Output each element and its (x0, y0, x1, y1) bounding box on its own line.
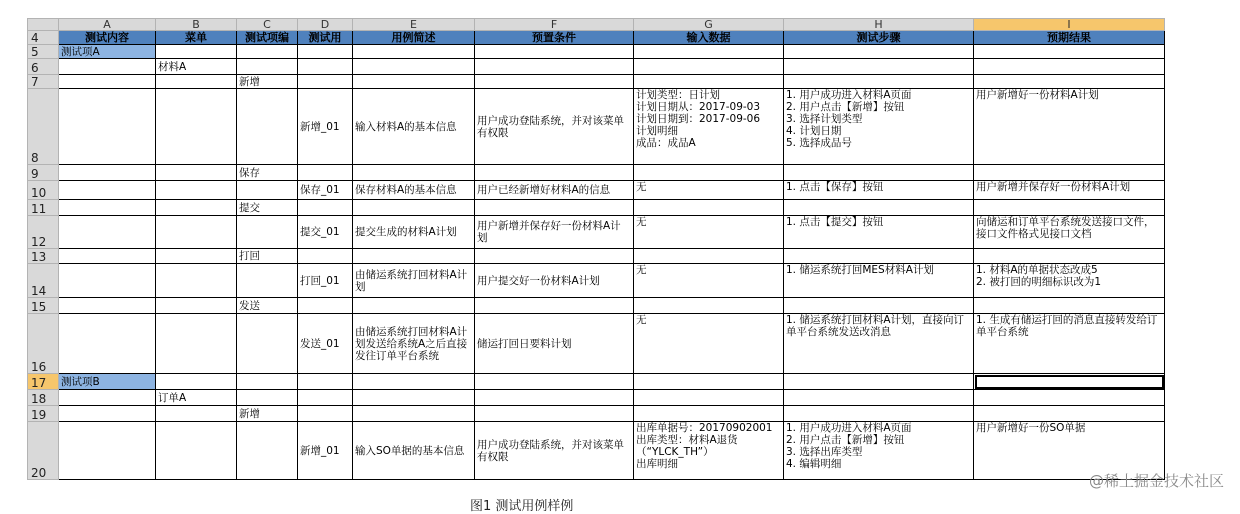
table-row (28, 249, 1165, 264)
cell-a19[interactable] (59, 406, 156, 422)
header-cell[interactable]: 输入数据 (634, 31, 784, 45)
row-number[interactable]: 12 (28, 216, 59, 249)
cell-e13[interactable] (353, 249, 475, 264)
cell-f9[interactable] (475, 165, 634, 181)
column-header-row (28, 19, 1165, 31)
cell-d12[interactable]: 提交_01 (298, 216, 353, 249)
cell-a5[interactable]: 测试项A (59, 45, 156, 59)
row-number[interactable]: 4 (28, 31, 59, 45)
cell-b19[interactable] (156, 406, 237, 422)
cell-d13[interactable] (298, 249, 353, 264)
cell-h20[interactable]: 1. 用户成功进入材料A页面 2. 用户点击【新增】按钮 3. 选择出库类型 4. 编辑明细 (784, 422, 974, 480)
cell-i16[interactable]: 1. 生成有储运打回的消息直接转发给订单平台系统 (974, 314, 1165, 374)
column-header-h[interactable]: H (784, 19, 974, 31)
cell-b10[interactable] (156, 181, 237, 200)
table-row (28, 314, 1165, 374)
cell-g10[interactable]: 无 (634, 181, 784, 200)
spreadsheet-grid (27, 18, 1165, 480)
column-header-i[interactable]: I (974, 19, 1165, 31)
header-cell[interactable]: 测试用 (298, 31, 353, 45)
cell-e10[interactable]: 保存材料A的基本信息 (353, 181, 475, 200)
row-number[interactable]: 10 (28, 181, 59, 200)
cell-d18[interactable] (298, 390, 353, 406)
cell-g11[interactable] (634, 200, 784, 216)
cell-f11[interactable] (475, 200, 634, 216)
table-row (28, 374, 1165, 390)
cell-i12[interactable]: 向储运和订单平台系统发送接口文件，接口文件格式见接口文档 (974, 216, 1165, 249)
cell-f13[interactable] (475, 249, 634, 264)
cell-h9[interactable] (784, 165, 974, 181)
cell-b14[interactable] (156, 264, 237, 298)
cell-h17[interactable] (784, 374, 974, 390)
header-cell[interactable]: 测试步骤 (784, 31, 974, 45)
table-row (28, 390, 1165, 406)
cell-d5[interactable] (298, 45, 353, 59)
cell-f20[interactable]: 用户成功登陆系统，并对该菜单有权限 (475, 422, 634, 480)
column-header-e[interactable]: E (353, 19, 475, 31)
watermark: @稀土掘金技术社区 (1088, 472, 1224, 490)
cell-b5[interactable] (156, 45, 237, 59)
cell-c20[interactable] (237, 422, 298, 480)
table-row (28, 59, 1165, 75)
cell-f12[interactable]: 用户新增并保存好一份材料A计划 (475, 216, 634, 249)
table-row (28, 264, 1165, 298)
cell-e19[interactable] (353, 406, 475, 422)
cell-g20[interactable]: 出库单据号：20170902001 出库类型：材料A退货（“YLCK_TH”） 出库明细 (634, 422, 784, 480)
cell-c9[interactable]: 保存 (237, 165, 298, 181)
cell-c7[interactable]: 新增 (237, 75, 298, 89)
cell-g9[interactable] (634, 165, 784, 181)
cell-e18[interactable] (353, 390, 475, 406)
row-number[interactable]: 20 (28, 422, 59, 480)
cell-a20[interactable] (59, 422, 156, 480)
cell-e8[interactable]: 输入材料A的基本信息 (353, 89, 475, 165)
cell-d11[interactable] (298, 200, 353, 216)
cell-c10[interactable] (237, 181, 298, 200)
cell-h5[interactable] (784, 45, 974, 59)
cell-f17[interactable] (475, 374, 634, 390)
column-header-d[interactable]: D (298, 19, 353, 31)
cell-a10[interactable] (59, 181, 156, 200)
cell-e12[interactable]: 提交生成的材料A计划 (353, 216, 475, 249)
cell-a17[interactable]: 测试项B (59, 374, 156, 390)
cell-f5[interactable] (475, 45, 634, 59)
cell-h6[interactable] (784, 59, 974, 75)
table-row (28, 75, 1165, 89)
cell-e15[interactable] (353, 298, 475, 314)
cell-c8[interactable] (237, 89, 298, 165)
cell-i13[interactable] (974, 249, 1165, 264)
cell-g5[interactable] (634, 45, 784, 59)
cell-e11[interactable] (353, 200, 475, 216)
figure-caption: 图1 测试用例样例 (470, 499, 574, 514)
cell-d10[interactable]: 保存_01 (298, 181, 353, 200)
cell-c11[interactable]: 提交 (237, 200, 298, 216)
header-cell[interactable]: 测试项编 (237, 31, 298, 45)
cell-a18[interactable] (59, 390, 156, 406)
cell-c5[interactable] (237, 45, 298, 59)
cell-b8[interactable] (156, 89, 237, 165)
cell-g8[interactable]: 计划类型：日计划 计划日期从：2017-09-03 计划日期到：2017-09-06 计划明细 成品：成品A (634, 89, 784, 165)
cell-d7[interactable] (298, 75, 353, 89)
table-row (28, 406, 1165, 422)
cell-h10[interactable]: 1. 点击【保存】按钮 (784, 181, 974, 200)
cell-e7[interactable] (353, 75, 475, 89)
cell-g15[interactable] (634, 298, 784, 314)
cell-b20[interactable] (156, 422, 237, 480)
cell-b12[interactable] (156, 216, 237, 249)
cell-i20[interactable]: 用户新增好一份SO单据 (974, 422, 1165, 480)
cell-b9[interactable] (156, 165, 237, 181)
cell-f10[interactable]: 用户已经新增好材料A的信息 (475, 181, 634, 200)
row-number[interactable]: 15 (28, 298, 59, 314)
cell-d20[interactable]: 新增_01 (298, 422, 353, 480)
cell-c18[interactable] (237, 390, 298, 406)
cell-f7[interactable] (475, 75, 634, 89)
cell-i7[interactable] (974, 75, 1165, 89)
cell-f18[interactable] (475, 390, 634, 406)
cell-d8[interactable]: 新增_01 (298, 89, 353, 165)
cell-d9[interactable] (298, 165, 353, 181)
cell-h11[interactable] (784, 200, 974, 216)
table-row (28, 298, 1165, 314)
row-number[interactable]: 19 (28, 406, 59, 422)
cell-c6[interactable] (237, 59, 298, 75)
header-cell[interactable]: 菜单 (156, 31, 237, 45)
cell-c14[interactable] (237, 264, 298, 298)
row-number[interactable]: 14 (28, 264, 59, 298)
cell-a12[interactable] (59, 216, 156, 249)
table-row (28, 181, 1165, 200)
cell-d19[interactable] (298, 406, 353, 422)
header-cell[interactable]: 预置条件 (475, 31, 634, 45)
row-number[interactable]: 5 (28, 45, 59, 59)
cell-g7[interactable] (634, 75, 784, 89)
cell-d14[interactable]: 打回_01 (298, 264, 353, 298)
row-number[interactable]: 13 (28, 249, 59, 264)
header-cell[interactable]: 用例简述 (353, 31, 475, 45)
cell-e9[interactable] (353, 165, 475, 181)
column-header-a[interactable]: A (59, 19, 156, 31)
cell-g12[interactable]: 无 (634, 216, 784, 249)
cell-i19[interactable] (974, 406, 1165, 422)
cell-i6[interactable] (974, 59, 1165, 75)
cell-g13[interactable] (634, 249, 784, 264)
cell-h13[interactable] (784, 249, 974, 264)
cell-h16[interactable]: 1. 储运系统打回材料A计划，直接向订单平台系统发送改消息 (784, 314, 974, 374)
row-number[interactable]: 11 (28, 200, 59, 216)
cell-c13[interactable]: 打回 (237, 249, 298, 264)
table-header-row (28, 31, 1165, 45)
cell-d15[interactable] (298, 298, 353, 314)
cell-i18[interactable] (974, 390, 1165, 406)
cell-e20[interactable]: 输入SO单据的基本信息 (353, 422, 475, 480)
cell-a14[interactable] (59, 264, 156, 298)
cell-i10[interactable]: 用户新增并保存好一份材料A计划 (974, 181, 1165, 200)
cell-b16[interactable] (156, 314, 237, 374)
cell-a6[interactable] (59, 59, 156, 75)
image-bottom-area (0, 487, 1240, 505)
header-cell[interactable]: 预期结果 (974, 31, 1165, 45)
column-header-g[interactable]: G (634, 19, 784, 31)
cell-c12[interactable] (237, 216, 298, 249)
cell-a15[interactable] (59, 298, 156, 314)
cell-f8[interactable]: 用户成功登陆系统，并对该菜单有权限 (475, 89, 634, 165)
cell-e16[interactable]: 由储运系统打回材料A计划发送给系统A之后直接发往订单平台系统 (353, 314, 475, 374)
cell-c16[interactable] (237, 314, 298, 374)
cell-i14[interactable]: 1. 材料A的单据状态改成5 2. 被打回的明细标识改为1 (974, 264, 1165, 298)
table-row (28, 45, 1165, 59)
table-row (28, 165, 1165, 181)
cell-c15[interactable]: 发送 (237, 298, 298, 314)
select-all-corner[interactable] (28, 19, 59, 31)
cell-h18[interactable] (784, 390, 974, 406)
cell-b7[interactable] (156, 75, 237, 89)
cell-f16[interactable]: 储运打回日要料计划 (475, 314, 634, 374)
table-row (28, 200, 1165, 216)
header-cell[interactable]: 测试内容 (59, 31, 156, 45)
cell-b13[interactable] (156, 249, 237, 264)
cell-a9[interactable] (59, 165, 156, 181)
cell-b18[interactable]: 订单A (156, 390, 237, 406)
row-number[interactable]: 9 (28, 165, 59, 181)
cell-g18[interactable] (634, 390, 784, 406)
cell-h15[interactable] (784, 298, 974, 314)
cell-b6[interactable]: 材料A (156, 59, 237, 75)
spreadsheet (27, 18, 1165, 480)
cell-d6[interactable] (298, 59, 353, 75)
cell-h19[interactable] (784, 406, 974, 422)
cell-g16[interactable]: 无 (634, 314, 784, 374)
cell-i9[interactable] (974, 165, 1165, 181)
cell-i15[interactable] (974, 298, 1165, 314)
row-number[interactable]: 8 (28, 89, 59, 165)
cell-c17[interactable] (237, 374, 298, 390)
cell-b11[interactable] (156, 200, 237, 216)
cell-a13[interactable] (59, 249, 156, 264)
cell-d17[interactable] (298, 374, 353, 390)
cell-a8[interactable] (59, 89, 156, 165)
cell-a16[interactable] (59, 314, 156, 374)
cell-f19[interactable] (475, 406, 634, 422)
row-number[interactable]: 6 (28, 59, 59, 75)
cell-f15[interactable] (475, 298, 634, 314)
column-header-f[interactable]: F (475, 19, 634, 31)
row-number[interactable]: 7 (28, 75, 59, 89)
cell-a7[interactable] (59, 75, 156, 89)
cell-f6[interactable] (475, 59, 634, 75)
cell-f14[interactable]: 用户提交好一份材料A计划 (475, 264, 634, 298)
column-header-c[interactable]: C (237, 19, 298, 31)
cell-i8[interactable]: 用户新增好一份材料A计划 (974, 89, 1165, 165)
cell-i11[interactable] (974, 200, 1165, 216)
table-row (28, 216, 1165, 249)
table-row (28, 422, 1165, 480)
cell-c19[interactable]: 新增 (237, 406, 298, 422)
column-header-b[interactable]: B (156, 19, 237, 31)
table-row (28, 89, 1165, 165)
cell-d16[interactable]: 发送_01 (298, 314, 353, 374)
cell-e17[interactable] (353, 374, 475, 390)
cell-b15[interactable] (156, 298, 237, 314)
cell-e14[interactable]: 由储运系统打回材料A计划 (353, 264, 475, 298)
cell-e6[interactable] (353, 59, 475, 75)
cell-e5[interactable] (353, 45, 475, 59)
cell-i5[interactable] (974, 45, 1165, 59)
row-number[interactable]: 18 (28, 390, 59, 406)
row-number[interactable]: 17 (28, 374, 59, 390)
cell-g17[interactable] (634, 374, 784, 390)
cell-g6[interactable] (634, 59, 784, 75)
cell-h12[interactable]: 1. 点击【提交】按钮 (784, 216, 974, 249)
cell-h8[interactable]: 1. 用户成功进入材料A页面 2. 用户点击【新增】按钮 3. 选择计划类型 4. 计划日期 5. 选择成品号 (784, 89, 974, 165)
cell-h7[interactable] (784, 75, 974, 89)
row-number[interactable]: 16 (28, 314, 59, 374)
cell-g14[interactable]: 无 (634, 264, 784, 298)
cell-g19[interactable] (634, 406, 784, 422)
cell-a11[interactable] (59, 200, 156, 216)
cell-h14[interactable]: 1. 储运系统打回MES材料A计划 (784, 264, 974, 298)
cell-b17[interactable] (156, 374, 237, 390)
cell-i17[interactable] (974, 374, 1165, 390)
